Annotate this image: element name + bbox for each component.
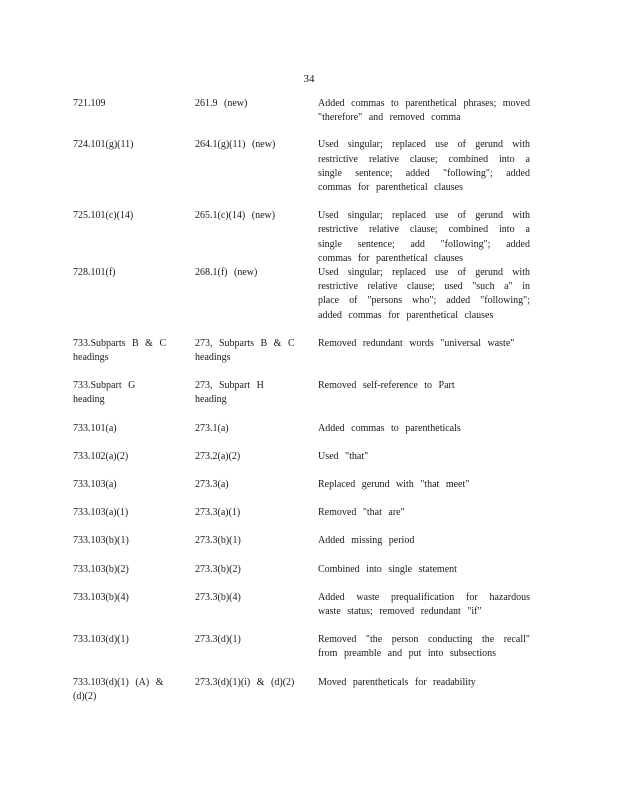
amendments-table: [73, 97, 541, 704]
old-section-cell: 733.102(a)(2): [73, 450, 129, 462]
table-row: [73, 97, 541, 125]
change-description-cell: Replaced gerund with "that meet": [318, 479, 470, 491]
new-section-cell: 273.3(d)(1)(i) & (d)(2): [195, 676, 295, 688]
old-section-cell: 721.109: [73, 98, 106, 109]
change-description-cell: Added waste prequalification for hazardous waste status; removed redundant "if": [318, 591, 530, 618]
table-row: [73, 138, 541, 195]
old-section-cell: 733.103(d)(1) (A) & (d)(2): [73, 676, 164, 702]
new-section-cell: 273, Subpart H heading: [195, 380, 264, 406]
change-description-cell: Used singular; replaced use of gerund with restrictive relative clause; combined into a single sentence; added "following"; added commas for parenthetical clauses: [318, 139, 530, 194]
table-row: [73, 209, 541, 266]
change-description-cell: Added commas to parentheticals: [318, 422, 461, 434]
old-section-cell: 733.103(d)(1): [73, 634, 129, 646]
old-section-cell: 733.Subparts B & C headings: [73, 337, 167, 364]
change-description-cell: Used singular; replaced use of gerund with restrictive relative clause; combined into a single sentence; add "following"; added commas for parenthetical clauses: [318, 210, 530, 264]
table-row: [73, 379, 541, 407]
change-description-cell: Used "that": [318, 450, 369, 462]
old-section-cell: 733.Subpart G heading: [73, 380, 136, 406]
old-section-cell: 728.101(f): [73, 267, 116, 279]
old-section-cell: 733.103(b)(4): [73, 591, 129, 603]
old-section-cell: 733.103(b)(1): [73, 535, 129, 547]
table-row: [73, 337, 541, 365]
table-row: [73, 676, 541, 704]
table-row: [73, 563, 541, 577]
new-section-cell: 273.3(b)(2): [195, 563, 241, 575]
table-row: [73, 506, 541, 520]
table-row: [73, 633, 541, 661]
new-section-cell: 265.1(c)(14) (new): [195, 210, 276, 222]
old-section-cell: 725.101(c)(14): [73, 210, 134, 222]
new-section-cell: 261.9 (new): [195, 98, 248, 109]
new-section-cell: 264.1(g)(11) (new): [195, 139, 276, 151]
old-section-cell: 733.103(a)(1): [73, 507, 129, 519]
change-description-cell: Removed self-reference to Part: [318, 380, 455, 392]
table-row: [73, 266, 541, 323]
table-row: [73, 450, 541, 464]
change-description-cell: Removed "that are": [318, 507, 405, 519]
new-section-cell: 273.1(a): [195, 422, 229, 434]
old-section-cell: 733.101(a): [73, 422, 117, 434]
old-section-cell: 724.101(g)(11): [73, 139, 134, 151]
new-section-cell: 273.3(a)(1): [195, 507, 241, 519]
change-description-cell: Added commas to parenthetical phrases; moved "therefore" and removed comma: [318, 98, 530, 124]
table-row: [73, 478, 541, 492]
new-section-cell: 273.3(a): [195, 479, 229, 491]
new-section-cell: 273.3(d)(1): [195, 634, 241, 646]
table-row: [73, 422, 541, 436]
change-description-cell: Added missing period: [318, 535, 415, 547]
new-section-cell: 273, Subparts B & C headings: [195, 337, 295, 364]
new-section-cell: 273.2(a)(2): [195, 450, 241, 462]
page-number: 34: [303, 73, 315, 85]
change-description-cell: Moved parentheticals for readability: [318, 676, 476, 688]
change-description-cell: Combined into single statement: [318, 563, 457, 575]
new-section-cell: 273.3(b)(4): [195, 591, 241, 603]
change-description-cell: Removed redundant words "universal waste": [318, 337, 515, 349]
change-description-cell: Used singular; replaced use of gerund with restrictive relative clause; used "such a" in place of "persons who"; added "following"; added commas for parenthetical clauses: [318, 267, 530, 321]
old-section-cell: 733.103(a): [73, 479, 117, 491]
new-section-cell: 273.3(b)(1): [195, 535, 241, 547]
new-section-cell: 268.1(f) (new): [195, 267, 258, 279]
table-row: [73, 534, 541, 548]
table-row: [73, 591, 541, 619]
old-section-cell: 733.103(b)(2): [73, 563, 129, 575]
change-description-cell: Removed "the person conducting the recall" from preamble and put into subsections: [318, 634, 530, 660]
